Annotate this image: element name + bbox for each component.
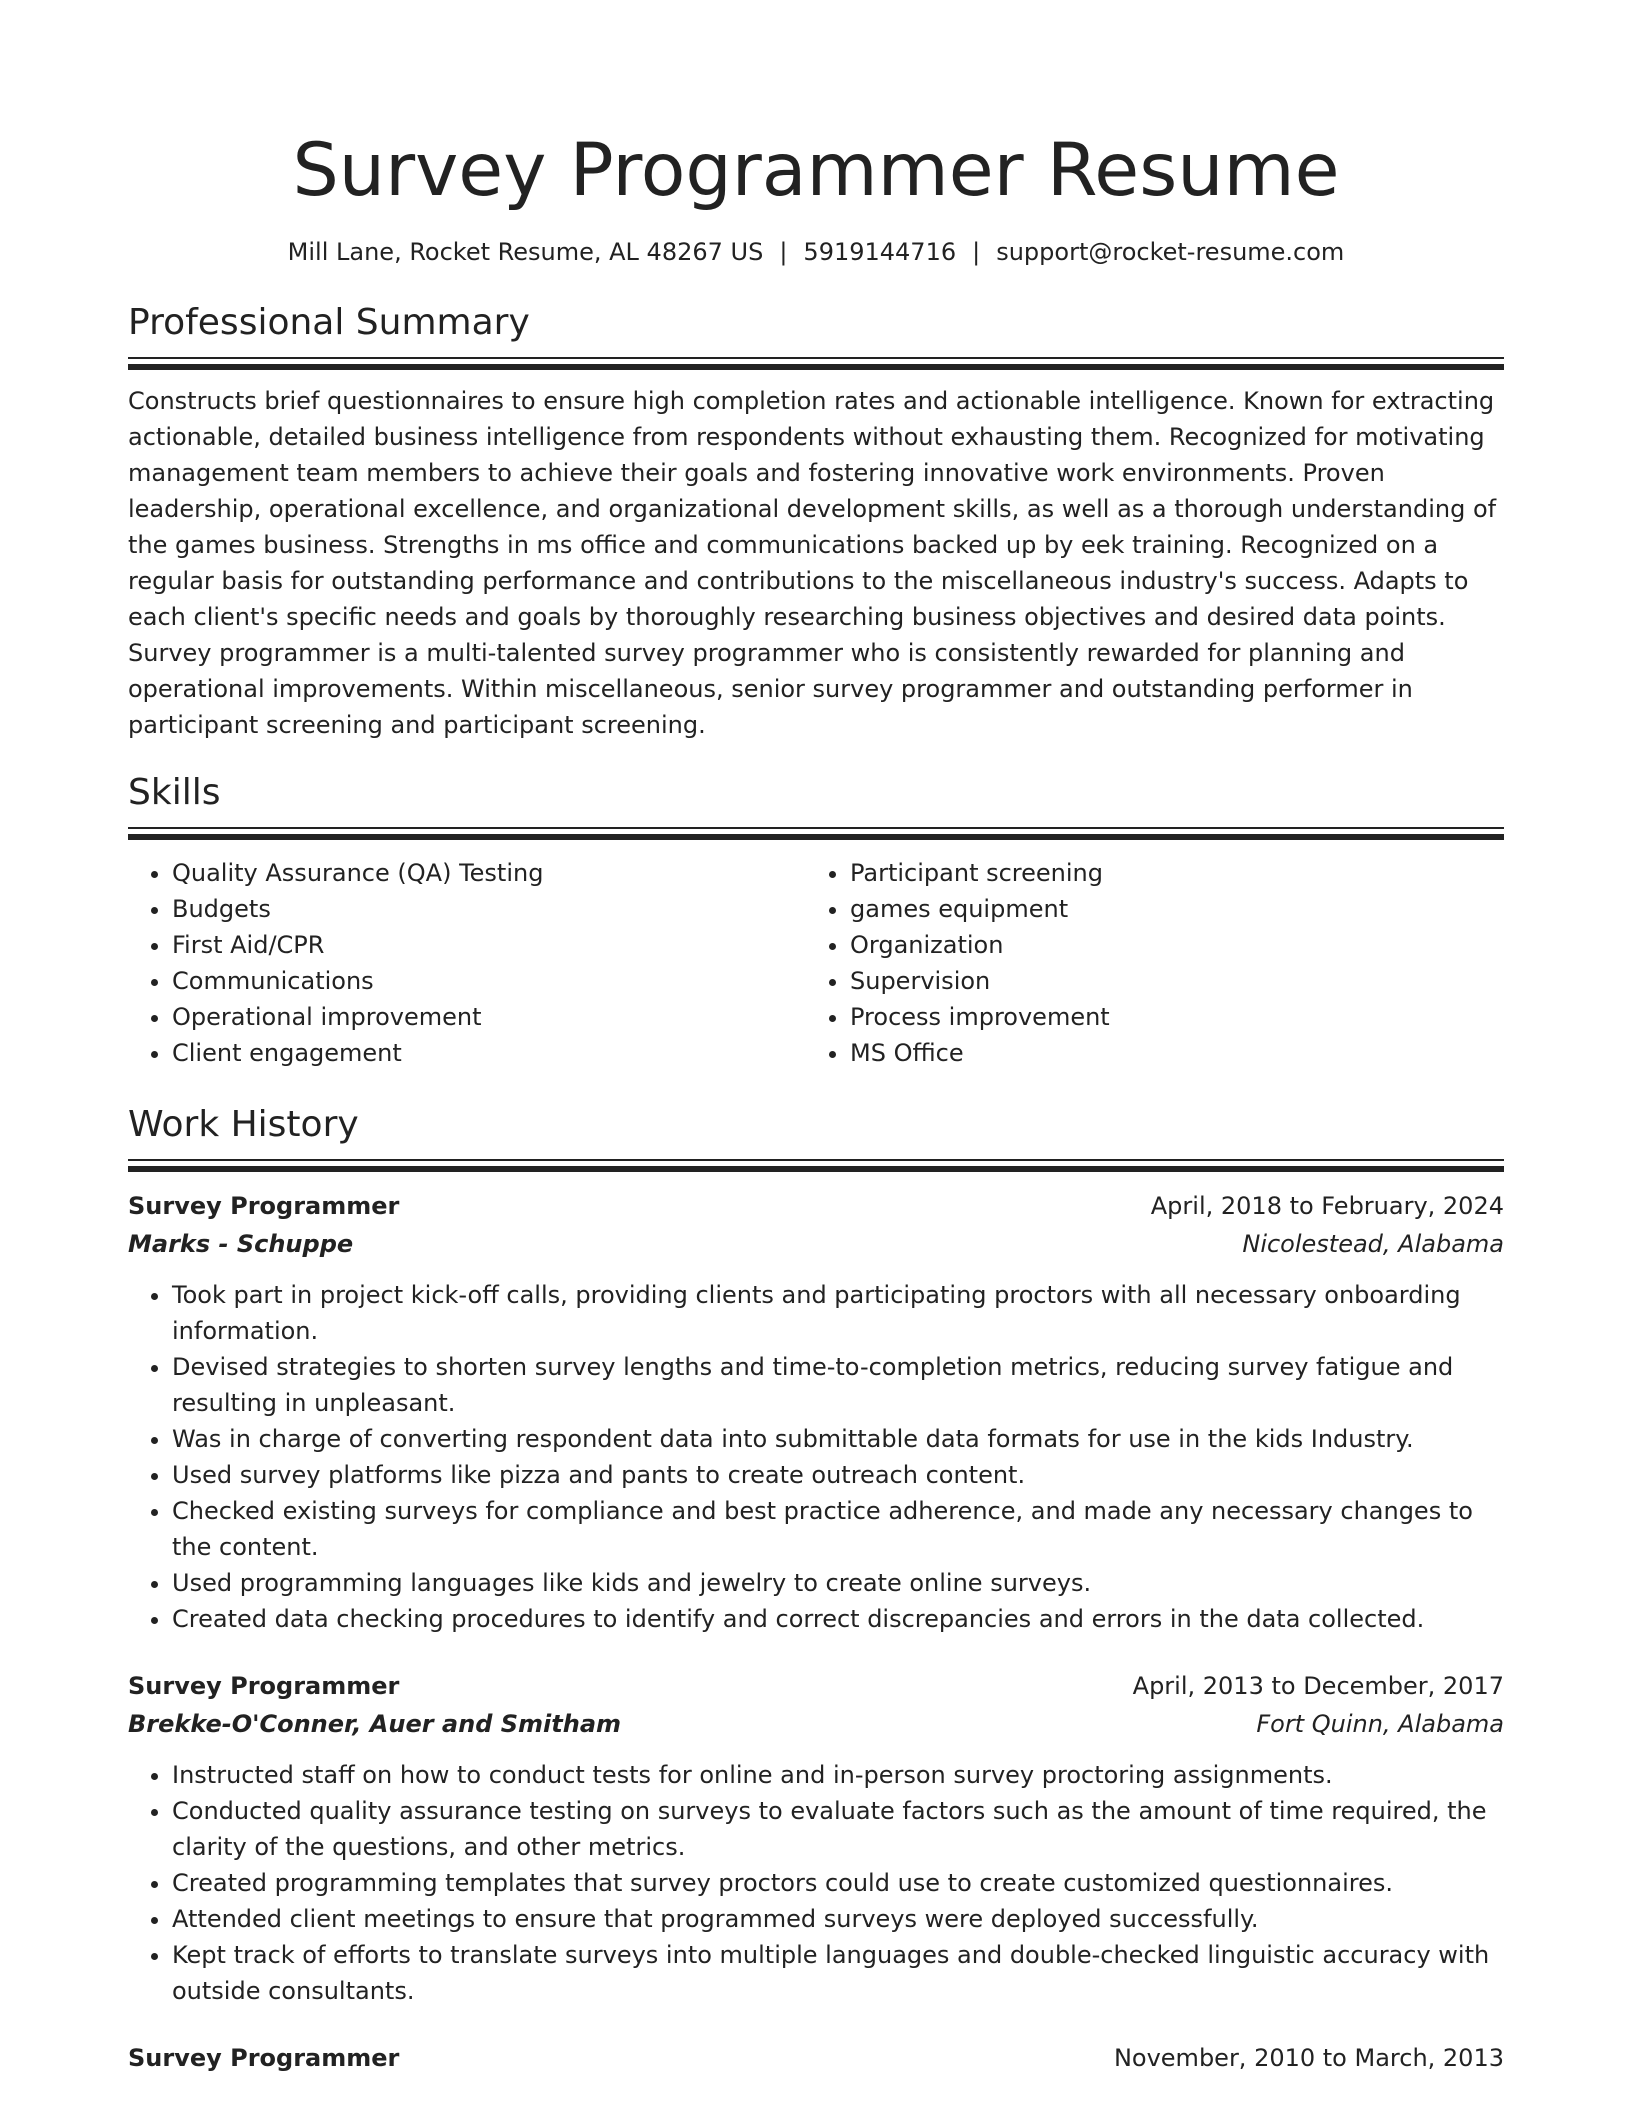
job-title: Survey Programmer xyxy=(128,1192,400,1220)
skill-item: • Participant screening xyxy=(850,855,1484,891)
skill-item: • Supervision xyxy=(850,963,1484,999)
skill-item: • Process improvement xyxy=(850,999,1484,1035)
job-bullets xyxy=(128,1277,1504,1637)
job-bullet: • Used programming languages like kids and jewelry to create online surveys. xyxy=(172,1565,1504,1601)
contact-line xyxy=(128,236,1504,268)
section-divider xyxy=(128,357,1504,359)
job-location: Nicolestead, Alabama xyxy=(1242,1230,1504,1258)
job-dates: November, 2010 to March, 2013 xyxy=(1113,2044,1504,2072)
summary-section xyxy=(128,299,1504,743)
job-subheader xyxy=(128,1225,1504,1263)
section-divider-thick xyxy=(128,364,1504,370)
work-history-section xyxy=(128,1101,1504,2077)
skills-list-right xyxy=(806,855,1484,1071)
skill-item: • games equipment xyxy=(850,891,1484,927)
section-divider-thick xyxy=(128,1166,1504,1172)
skill-item: • First Aid/CPR xyxy=(172,927,806,963)
job-bullet: • Checked existing surveys for compliance and best practice adherence, and made any necessary changes to the content. xyxy=(172,1493,1504,1565)
job-bullet: • Used survey platforms like pizza and pants to create outreach content. xyxy=(172,1457,1504,1493)
resume-page xyxy=(128,0,1504,2077)
job-title: Survey Programmer xyxy=(128,1672,400,1700)
job-location: Fort Quinn, Alabama xyxy=(1256,1710,1504,1738)
contact-separator: | xyxy=(779,238,788,266)
contact-address: Mill Lane, Rocket Resume, AL 48267 US xyxy=(287,238,764,266)
job-dates: April, 2018 to February, 2024 xyxy=(1150,1192,1504,1220)
skill-item: • Operational improvement xyxy=(172,999,806,1035)
job-company: Brekke-O'Conner, Auer and Smitham xyxy=(128,1710,622,1738)
skill-item: • Communications xyxy=(172,963,806,999)
summary-text: Constructs brief questionnaires to ensure high completion rates and actionable intelligence. Known for extracting actionable, detailed business intelligence from respondents without exhausting them. Recognized for motivating management team members to achieve their goals and fostering innovative work environments. Proven leadership, operational excellence, and organizational development skills, as well as a thorough understanding of the games business. Strengths in ms office and communications backed up by eek training. Recognized on a regular basis for outstanding performance and contributions to the miscellaneous industry's success. Adapts to each client's specific needs and goals by thoroughly researching business objectives and desired data points. Survey programmer is a multi-talented survey programmer who is consistently rewarded for planning and operational improvements. Within miscellaneous, senior survey programmer and outstanding performer in participant screening and participant screening. xyxy=(128,387,1497,739)
job-entry xyxy=(128,1667,1504,2009)
job-bullet: • Instructed staff on how to conduct tests for online and in-person survey proctoring assignments. xyxy=(172,1757,1504,1793)
skill-item: • Organization xyxy=(850,927,1484,963)
section-divider xyxy=(128,827,1504,829)
job-bullet: • Created programming templates that survey proctors could use to create customized questionnaires. xyxy=(172,1865,1504,1901)
job-header xyxy=(128,1667,1504,1705)
skills-list-left xyxy=(128,855,806,1071)
job-bullet: • Kept track of efforts to translate surveys into multiple languages and double-checked linguistic accuracy with outside consultants. xyxy=(172,1937,1504,2009)
job-bullet: • Attended client meetings to ensure that programmed surveys were deployed successfully. xyxy=(172,1901,1504,1937)
skill-item: • MS Office xyxy=(850,1035,1484,1071)
section-divider xyxy=(128,1159,1504,1161)
section-divider-thick xyxy=(128,834,1504,840)
skill-item: • Client engagement xyxy=(172,1035,806,1071)
job-company: Marks - Schuppe xyxy=(128,1230,354,1258)
contact-email: support@rocket-resume.com xyxy=(996,238,1345,266)
resume-title: Survey Programmer Resume xyxy=(292,128,1340,213)
job-header xyxy=(128,1187,1504,1225)
skills-heading: Skills xyxy=(128,772,221,813)
job-bullet: • Took part in project kick-off calls, providing clients and participating proctors with all necessary onboarding information. xyxy=(172,1277,1504,1349)
job-entry xyxy=(128,1187,1504,1637)
job-bullet: • Was in charge of converting respondent data into submittable data formats for use in the kids Industry. xyxy=(172,1421,1504,1457)
skills-columns xyxy=(128,855,1504,1071)
job-subheader xyxy=(128,1705,1504,1743)
job-title: Survey Programmer xyxy=(128,2044,400,2072)
work-history-heading: Work History xyxy=(128,1104,359,1145)
skill-item: • Quality Assurance (QA) Testing xyxy=(172,855,806,891)
job-dates: April, 2013 to December, 2017 xyxy=(1132,1672,1504,1700)
contact-separator: | xyxy=(972,238,981,266)
job-bullets xyxy=(128,1757,1504,2009)
summary-heading: Professional Summary xyxy=(128,302,530,343)
job-entry xyxy=(128,2039,1504,2077)
skills-section xyxy=(128,769,1504,1071)
job-bullet: • Created data checking procedures to identify and correct discrepancies and errors in the data collected. xyxy=(172,1601,1504,1637)
job-bullet: • Conducted quality assurance testing on surveys to evaluate factors such as the amount of time required, the clarity of the questions, and other metrics. xyxy=(172,1793,1504,1865)
skill-item: • Budgets xyxy=(172,891,806,927)
job-header xyxy=(128,2039,1504,2077)
job-bullet: • Devised strategies to shorten survey lengths and time-to-completion metrics, reducing survey fatigue and resulting in unpleasant. xyxy=(172,1349,1504,1421)
contact-phone: 5919144716 xyxy=(803,238,957,266)
